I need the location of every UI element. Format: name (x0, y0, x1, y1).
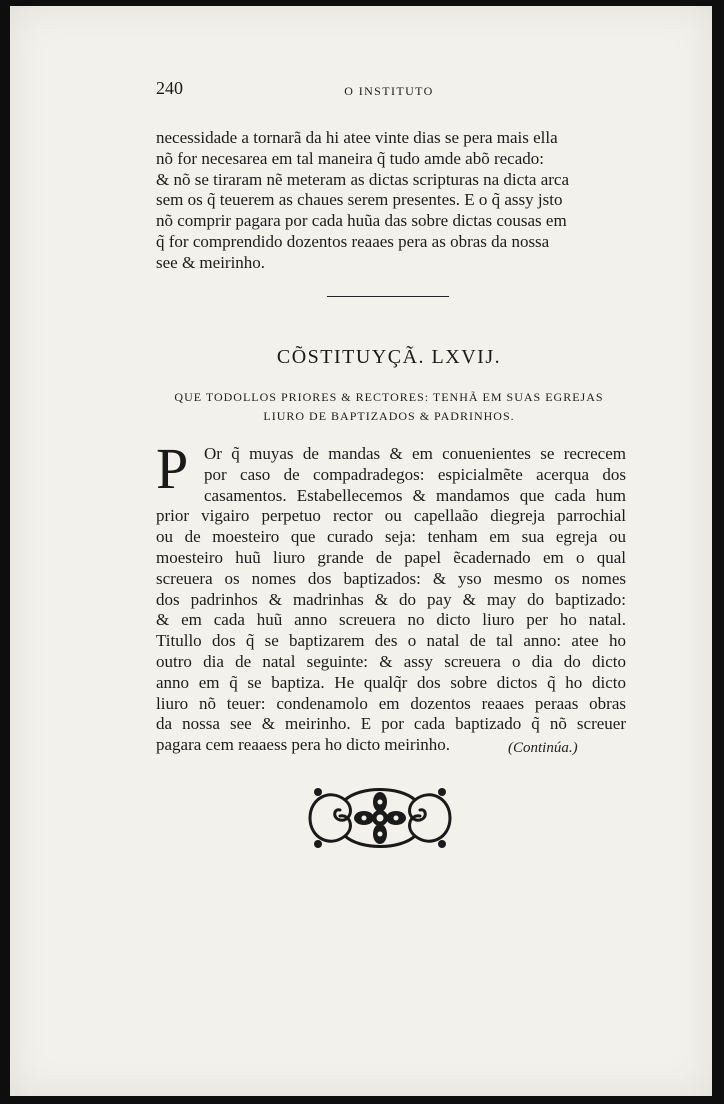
text-line: ou de moesteiro que curado seja: tenham em sua egreja ou (156, 527, 626, 547)
text-line: Or q̃ muyas de mandas & em conuenientes se recrecem (204, 444, 626, 463)
subtitle-line: QUE TODOLLOS PRIORES & RECTORES: TENHÃ EM SUAS EGREJAS (174, 390, 604, 404)
section-divider (327, 296, 449, 297)
page-header (150, 78, 628, 104)
text-line: casamentos. Estabellecemos & mandamos que cada hum (204, 485, 626, 505)
text-line: pagara cem reaaess pera ho dicto meirinho. (156, 735, 451, 755)
text-line: sem os q̃ teuerem as chaues serem presentes. E o q̃ assy jsto (156, 190, 563, 210)
paragraph-1 (156, 128, 626, 274)
drop-cap: P (156, 436, 189, 501)
text-line: liuro nõ teuer: condenamolo em dozentos reaaes peraas obras (156, 693, 626, 713)
text-line: outro dia de natal seguinte: & assy screuera o dia do dicto (156, 651, 626, 671)
text-line: q̃ for comprendido dozentos reaaes pera as obras da nossa (156, 231, 550, 251)
paragraph-2 (156, 436, 626, 756)
text-line: por caso de compadradegos: espicialmẽte acerqua dos (204, 464, 626, 484)
text-line: anno em q̃ se baptiza. He qualq̃r dos sobre dictos q̃ ho dicto (156, 672, 626, 692)
text-line: screuera os nomes dos baptizados: & yso mesmo os nomes (156, 568, 626, 588)
text-line: dos padrinhos & madrinhas & do pay & may do baptizado: (156, 589, 626, 609)
text-line: & nõ se tiraram nẽ meteram as dictas scripturas na dicta arca (156, 169, 570, 189)
page-number: 240 (156, 78, 183, 98)
floral-ornament-icon (300, 778, 460, 858)
text-line: nõ comprir pagara por cada huũa das sobre dictas cousas em (156, 211, 567, 231)
text-line: & em cada huũ anno screuera no dicto liuro per ho natal. (156, 610, 626, 630)
text-line: moesteiro huũ liuro grande de papel ẽcadernado em o qual (156, 547, 626, 567)
text-line: necessidade a tornarã da hi atee vinte dias se pera mais ella (156, 128, 558, 147)
subtitle-line: LIURO DE BAPTIZADOS & PADRINHOS. (263, 409, 515, 423)
text-line: prior vigairo perpetuo rector ou capellaão diegreja parrochial (156, 506, 626, 526)
chapter-subtitle (150, 388, 628, 426)
text-line: nõ for necesarea em tal maneira q̃ tudo amde abõ recado: (156, 148, 544, 168)
chapter-title: CÕSTITUYÇÃ. LXVIJ. (276, 346, 502, 368)
text-line: see & meirinho. (156, 252, 266, 272)
text-line: Titullo dos q̃ se baptizarem des o natal de tal anno: atee ho (156, 631, 626, 651)
running-title: O INSTITUTO (344, 84, 434, 98)
text-line: da nossa see & meirinho. E por cada baptizado q̃ nõ screuer (156, 714, 626, 734)
continua-note: (Continúa.) (508, 740, 578, 756)
